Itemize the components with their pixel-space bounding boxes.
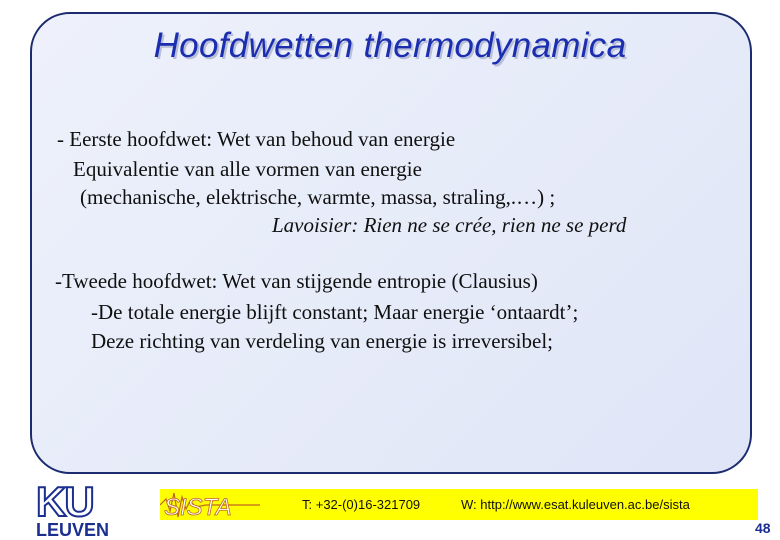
first-law-heading: - Eerste hoofdwet: Wet van behoud van energie bbox=[57, 127, 456, 151]
ku-leuven-logo bbox=[34, 478, 126, 540]
first-law-equivalence: Equivalentie van alle vormen van energie bbox=[73, 157, 422, 181]
sista-logo bbox=[160, 489, 260, 520]
slide-frame bbox=[30, 12, 752, 474]
second-law-heading: -Tweede hoofdwet: Wet van stijgende entropie (Clausius) bbox=[55, 269, 538, 293]
lavoisier-quote: Lavoisier: Rien ne se crée, rien ne se perd bbox=[272, 213, 627, 237]
ku-logo-mark: KU bbox=[36, 478, 93, 525]
first-law-forms: (mechanische, elektrische, warmte, massa, straling,.…) ; bbox=[80, 185, 556, 209]
footer-phone: T: +32-(0)16-321709 bbox=[302, 497, 421, 512]
footer-website: W: http://www.esat.kuleuven.ac.be/sista bbox=[461, 497, 690, 512]
page-number: 48 bbox=[755, 520, 771, 536]
slide-title: Hoofdwetten thermodynamica bbox=[153, 26, 627, 65]
second-law-constant-energy: -De totale energie blijft constant; Maar energie ‘ontaardt’; bbox=[91, 300, 579, 324]
sista-wordmark-text: SISTA bbox=[164, 494, 232, 520]
leuven-logo-text: LEUVEN bbox=[36, 520, 110, 540]
second-law-irreversible: Deze richting van verdeling van energie is irreversibel; bbox=[91, 329, 554, 353]
